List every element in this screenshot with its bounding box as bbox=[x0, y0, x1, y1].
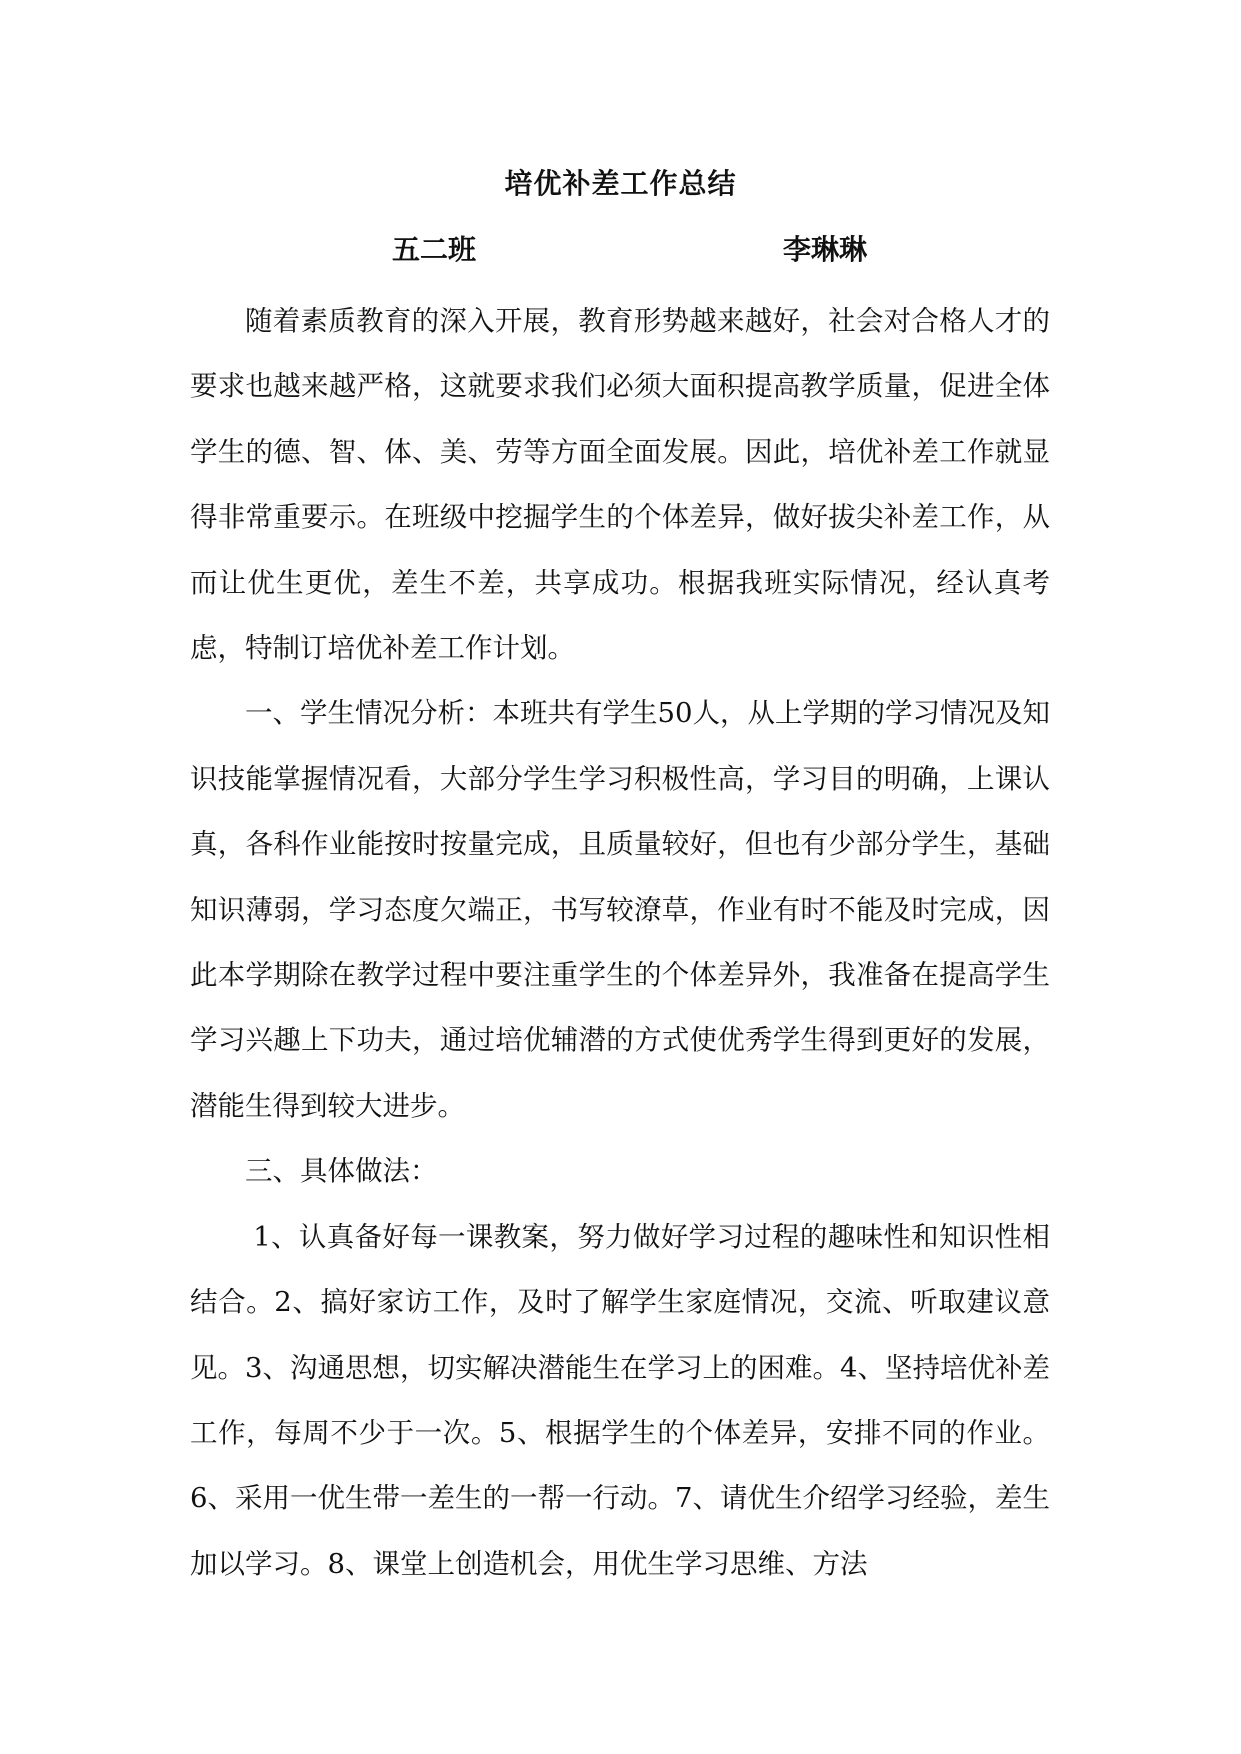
document-title: 培优补差工作总结 bbox=[504, 167, 737, 200]
author-name: 李琳琳 bbox=[783, 233, 868, 266]
document-body bbox=[190, 289, 1050, 1597]
class-name: 五二班 bbox=[392, 233, 477, 266]
paragraph-methods-heading: 三、具体做法： bbox=[245, 1155, 438, 1188]
paragraph-intro: 随着素质教育的深入开展，教育形势越来越好，社会对合格人才的要求也越来越严格，这就要求我们必须大面积提高教学质量，促进全体学生的德、智、体、美、劳等方面全面发展。因此，培优补差工作就显得非常重要示。在班级中挖掘学生的个体差异，做好拔尖补差工作，从而让优生更优，差生不差，共享成功。根据我班实际情况，经认真考虑，特制订培优补差工作计划。 bbox=[190, 305, 1050, 665]
paragraph-methods-list: 1、认真备好每一课教案，努力做好学习过程的趣味性和知识性相结合。2、搞好家访工作，及时了解学生家庭情况，交流、听取建议意见。3、沟通思想，切实解决潜能生在学习上的困难。4、坚持培优补差工作，每周不少于一次。5、根据学生的个体差异，安排不同的作业。6、采用一优生带一差生的一帮一行动。7、请优生介绍学习经验，差生加以学习。8、课堂上创造机会，用优生学习思维、方法 bbox=[190, 1220, 1050, 1580]
paragraph-student-analysis: 一、学生情况分析：本班共有学生50人，从上学期的学习情况及知识技能掌握情况看，大部分学生学习积极性高，学习目的明确，上课认真，各科作业能按时按量完成，且质量较好，但也有少部分学生，基础知识薄弱，学习态度欠端正，书写较潦草，作业有时不能及时完成，因此本学期除在教学过程中要注重学生的个体差异外，我准备在提高学生学习兴趣上下功夫，通过培优辅潜的方式使优秀学生得到更好的发展，潜能生得到较大进步。 bbox=[190, 697, 1050, 1122]
